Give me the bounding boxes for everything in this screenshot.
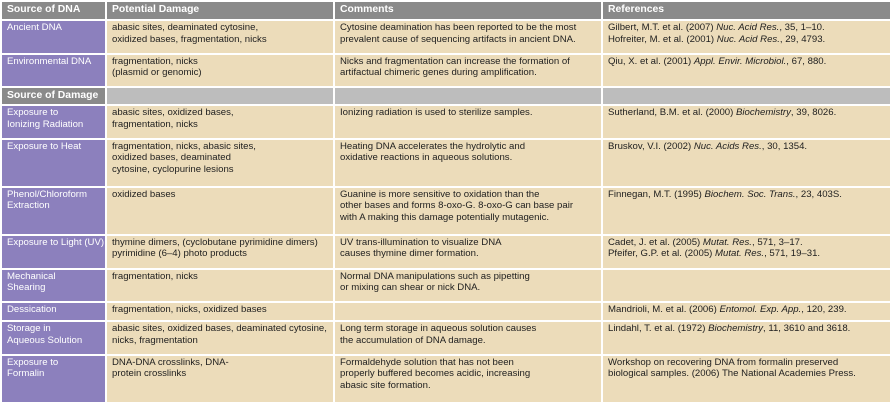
source-cell (2, 188, 105, 234)
damage-cell (107, 236, 333, 268)
reference-volume: , 571, 3–17. (751, 236, 803, 248)
reference-journal: Biochemistry (708, 323, 764, 335)
comment-text: properly buffered becomes acidic, increasing (340, 368, 531, 380)
damage-text: fragmentation, nicks, abasic sites, (112, 140, 256, 152)
comment-text: or mixing can shear or nick DNA. (340, 282, 481, 294)
source-cell (2, 303, 105, 320)
damage-cell (107, 106, 333, 138)
reference-journal: Biochemistry (735, 107, 791, 119)
reference-authors: Bruskov, V.I. (2002) (608, 140, 694, 152)
source-label: Dessication (7, 304, 57, 316)
reference-line (608, 357, 887, 369)
damage-text: (plasmid or genomic) (112, 67, 202, 79)
damage-cell (107, 356, 333, 402)
source-cell (2, 55, 105, 87)
reference-authors: Mandrioli, M. et al. (2006) (608, 304, 720, 316)
reference-line (608, 189, 887, 201)
source-label: Mechanical (7, 270, 56, 282)
damage-text: cytosine, cyclopurine lesions (112, 163, 234, 175)
reference-volume: , 67, 880. (786, 55, 827, 67)
damage-cell (107, 188, 333, 234)
table-row (2, 270, 890, 302)
reference-journal: Mutat. Res. (715, 248, 765, 260)
source-cell (2, 270, 105, 302)
source-cell (2, 236, 105, 268)
source-label: Environmental DNA (7, 55, 92, 67)
source-label: Ionizing Radiation (7, 118, 84, 130)
reference-authors: Finnegan, M.T. (1995) (608, 188, 705, 200)
references-cell (603, 21, 890, 53)
reference-journal: Mutat. Res. (702, 236, 752, 248)
source-cell (2, 356, 105, 402)
references-cell (603, 236, 890, 268)
source-label: Exposure to Heat (7, 140, 82, 152)
comment-text: with A making this damage potentially mutagenic. (340, 211, 550, 223)
damage-text: fragmentation, nicks (112, 55, 198, 67)
reference-line (608, 368, 887, 380)
damage-text: oxidized bases, deaminated (112, 152, 231, 164)
reference-line (608, 237, 887, 249)
reference-authors: Sutherland, B.M. et al. (2000) (608, 107, 736, 119)
comments-cell (335, 55, 601, 87)
reference-authors: Pfeifer, G.P. et al. (2005) (608, 248, 716, 260)
reference-authors: Workshop on recovering DNA from formalin preserved (608, 356, 839, 368)
reference-authors: Lindahl, T. et al. (1972) (608, 323, 709, 335)
source-label: Formalin (7, 368, 45, 380)
comment-text: Long term storage in aqueous solution causes (340, 323, 537, 335)
header-comments: Comments (335, 2, 601, 19)
damage-text: nicks, fragmentation (112, 334, 198, 346)
comments-cell (335, 106, 601, 138)
damage-text: oxidized bases (112, 188, 176, 200)
references-cell (603, 140, 890, 186)
source-cell (2, 140, 105, 186)
reference-volume: , 29, 4793. (779, 33, 826, 45)
references-cell (603, 106, 890, 138)
comment-text: UV trans-illumination to visualize DNA (340, 236, 502, 248)
references-cell (603, 55, 890, 87)
source-cell (2, 106, 105, 138)
comment-text: abasic site formation. (340, 379, 431, 391)
comment-text: Formaldehyde solution that has not been (340, 356, 514, 368)
damage-text: oxidized bases, fragmentation, nicks (112, 33, 267, 45)
comment-text: Normal DNA manipulations such as pipetting (340, 270, 530, 282)
comments-cell (335, 21, 601, 53)
damage-cell (107, 21, 333, 53)
section-header-blank (107, 88, 333, 104)
reference-line (608, 323, 887, 335)
table-row (2, 21, 890, 53)
damage-text: fragmentation, nicks (112, 118, 198, 130)
references-cell (603, 188, 890, 234)
comments-cell (335, 322, 601, 354)
reference-journal: Entomol. Exp. App. (719, 304, 802, 316)
source-label: Extraction (7, 200, 50, 212)
reference-journal: Nuc. Acid Res. (716, 22, 780, 33)
reference-line (608, 248, 887, 260)
table-row (2, 236, 890, 268)
reference-line (608, 56, 887, 68)
damage-cell (107, 303, 333, 320)
comment-text: artifactual chimeric genes during amplification. (340, 67, 537, 79)
damage-text: protein crosslinks (112, 368, 187, 380)
reference-line (608, 34, 887, 46)
comments-cell (335, 140, 601, 186)
references-cell (603, 270, 890, 302)
table-row (2, 322, 890, 354)
source-label: Ancient DNA (7, 22, 62, 33)
comment-text: Nicks and fragmentation can increase the formation of (340, 55, 570, 67)
source-label: Aqueous Solution (7, 334, 83, 346)
damage-cell (107, 55, 333, 87)
damage-text: pyrimidine (6–4) photo products (112, 248, 247, 260)
comments-cell (335, 356, 601, 402)
reference-line (608, 304, 887, 316)
table-row (2, 356, 890, 402)
reference-journal: Nuc. Acid Res. (716, 33, 780, 45)
source-cell (2, 322, 105, 354)
damage-cell (107, 322, 333, 354)
comment-text: oxidative reactions in aqueous solutions. (340, 152, 513, 164)
damage-text: fragmentation, nicks (112, 270, 198, 282)
section-header-row (2, 88, 890, 104)
reference-volume: , 11, 3610 and 3618. (763, 323, 851, 335)
section-header-blank (335, 88, 601, 104)
reference-authors: biological samples. (2006) The National Academies Press. (608, 368, 856, 380)
table-row (2, 303, 890, 320)
damage-cell (107, 270, 333, 302)
reference-journal: Appl. Envir. Microbiol. (693, 55, 787, 67)
source-label: Exposure to (7, 356, 59, 368)
reference-journal: Nuc. Acids Res. (693, 140, 762, 152)
reference-volume: , 30, 1354. (761, 140, 808, 152)
reference-authors: Qiu, X. et al. (2001) (608, 55, 694, 67)
reference-line (608, 22, 887, 34)
reference-line (608, 141, 887, 153)
reference-journal: Biochem. Soc. Trans. (704, 188, 796, 200)
damage-text: DNA-DNA crosslinks, DNA- (112, 356, 229, 368)
damage-text: thymine dimers, (cyclobutane pyrimidine dimers) (112, 236, 318, 248)
header-source-of-dna: Source of DNA (2, 2, 105, 19)
damage-text: fragmentation, nicks, oxidized bases (112, 304, 267, 316)
comments-cell (335, 188, 601, 234)
reference-volume: , 23, 403S. (795, 188, 842, 200)
comment-text: Guanine is more sensitive to oxidation than the (340, 188, 540, 200)
table-row (2, 55, 890, 87)
reference-line (608, 107, 887, 119)
comment-text: the accumulation of DNA damage. (340, 334, 486, 346)
damage-cell (107, 140, 333, 186)
reference-volume: , 571, 19–31. (764, 248, 821, 260)
references-cell (603, 322, 890, 354)
table-row (2, 140, 890, 186)
header-potential-damage: Potential Damage (107, 2, 333, 19)
comment-text: causes thymine dimer formation. (340, 248, 479, 260)
reference-authors: Cadet, J. et al. (2005) (608, 236, 703, 248)
comments-cell (335, 236, 601, 268)
reference-volume: , 39, 8026. (790, 107, 837, 119)
damage-text: abasic sites, oxidized bases, (112, 107, 234, 119)
reference-authors: Gilbert, M.T. et al. (2007) (608, 22, 717, 33)
header-references: References (603, 2, 890, 19)
comment-text: other bases and forms 8-oxo-G. 8-oxo-G can base pair (340, 200, 574, 212)
comments-cell (335, 270, 601, 302)
reference-volume: , 35, 1–10. (779, 22, 825, 33)
source-label: Storage in (7, 323, 51, 335)
section-header-source-of-damage: Source of Damage (2, 88, 105, 104)
references-cell (603, 303, 890, 320)
comments-cell (335, 303, 601, 320)
table-row (2, 188, 890, 234)
source-label: Exposure to (7, 107, 59, 119)
damage-text: abasic sites, deaminated cytosine, (112, 22, 259, 33)
source-cell (2, 21, 105, 53)
table-row (2, 106, 890, 138)
source-label: Phenol/Chloroform (7, 188, 87, 200)
comment-text: Cytosine deamination has been reported to be the most (340, 22, 577, 33)
comment-text: Heating DNA accelerates the hydrolytic and (340, 140, 526, 152)
section-header-blank (603, 88, 890, 104)
header-row (2, 2, 890, 19)
damage-text: abasic sites, oxidized bases, deaminated cytosine, (112, 323, 327, 335)
source-label: Shearing (7, 282, 46, 294)
source-label: Exposure to Light (UV) (7, 236, 105, 248)
comment-text: prevalent cause of sequencing artifacts in ancient DNA. (340, 33, 576, 45)
references-cell (603, 356, 890, 402)
reference-volume: , 120, 239. (801, 304, 847, 316)
reference-authors: Hofreiter, M. et al. (2001) (608, 33, 717, 45)
comment-text: Ionizing radiation is used to sterilize samples. (340, 107, 533, 119)
